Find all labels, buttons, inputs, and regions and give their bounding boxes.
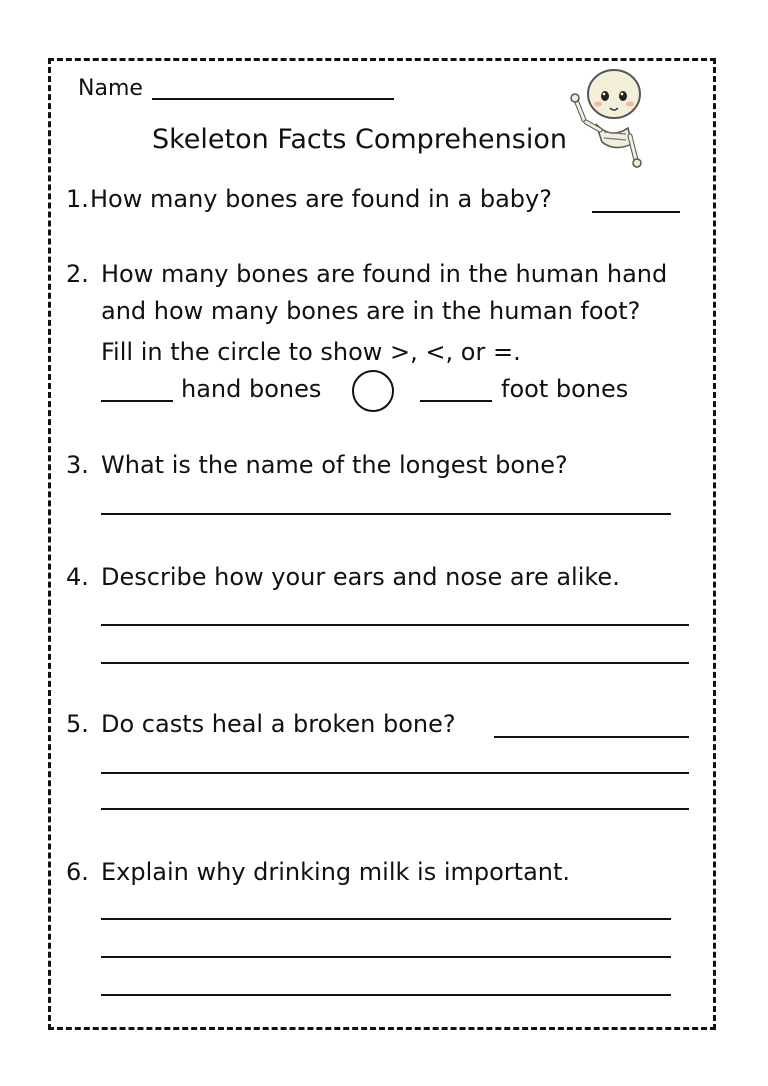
question-text: and how many bones are in the human foot? [101, 297, 641, 325]
answer-blank[interactable] [592, 211, 680, 213]
hand-bones-blank[interactable] [101, 400, 173, 402]
question-text: Describe how your ears and nose are alike. [101, 563, 620, 591]
question-number: 1. [66, 185, 89, 213]
answer-line[interactable] [101, 994, 671, 996]
answer-blank[interactable] [494, 736, 689, 738]
answer-line[interactable] [101, 918, 671, 920]
question-number: 6. [66, 858, 89, 886]
answer-line[interactable] [101, 956, 671, 958]
question-number: 3. [66, 451, 89, 479]
question-number: 2. [66, 260, 89, 288]
question-text: Do casts heal a broken bone? [101, 710, 456, 738]
page-title: Skeleton Facts Comprehension [152, 124, 567, 155]
foot-bones-blank[interactable] [420, 400, 492, 402]
comparison-circle[interactable] [352, 370, 394, 412]
skeleton-icon [566, 62, 666, 172]
name-label: Name [78, 76, 143, 101]
question-text: Explain why drinking milk is important. [101, 858, 571, 886]
question-number: 4. [66, 563, 89, 591]
question-text: How many bones are found in the human hand [101, 260, 668, 288]
answer-line[interactable] [101, 662, 689, 664]
question-text: Fill in the circle to show >, <, or =. [101, 338, 521, 366]
foot-bones-label: foot bones [501, 375, 629, 403]
answer-line[interactable] [101, 513, 671, 515]
hand-bones-label: hand bones [181, 375, 322, 403]
answer-line[interactable] [101, 772, 689, 774]
answer-line[interactable] [101, 624, 689, 626]
question-text: How many bones are found in a baby? [90, 185, 552, 213]
answer-line[interactable] [101, 808, 689, 810]
name-field[interactable] [152, 98, 394, 100]
question-number: 5. [66, 710, 89, 738]
question-text: What is the name of the longest bone? [101, 451, 568, 479]
